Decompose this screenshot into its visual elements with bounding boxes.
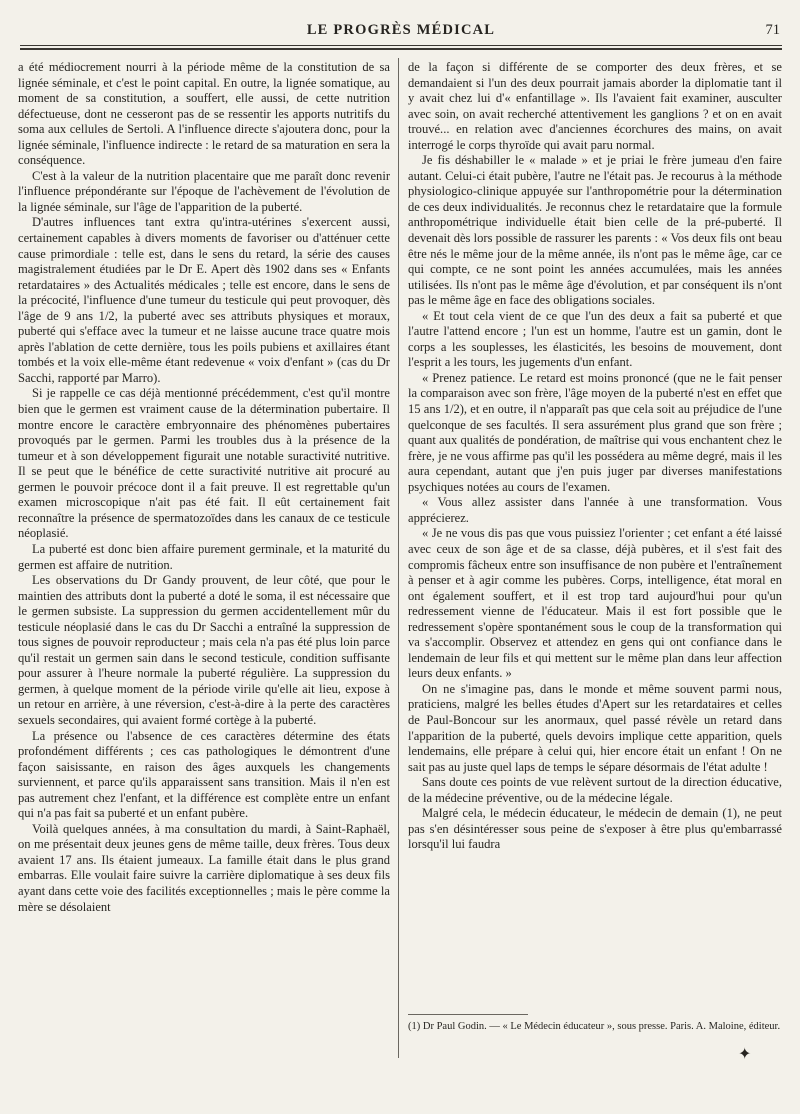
- paragraph: « Et tout cela vient de ce que l'un des deux a fait sa puberté et que l'autre l'attend encore ; l'un est un homme, l'autre est un gamin, dont le corps a les souplesses, les élasticités, les besoins de mouvement, dont l'esprit a les tours, les jugements d'un enfant.: [408, 308, 782, 370]
- header-rule: [20, 45, 782, 46]
- paragraph: Sans doute ces points de vue relèvent surtout de la direction éducative, de la médecine préventive, ou de la médecine légale.: [408, 775, 782, 805]
- paragraph: de la façon si différente de se comporter des deux frères, et se demandaient si l'un des deux pourrait jamais aborder la diplomatie tant il y avait chez lui d'« enfantillage ». Ils l'avaient fait examiner, ausculter avec soin, on avait recherché attentivement les ganglions ? et on en avait trouvé... en relation avec d'anciennes écorchures des mains, on avait interrogé le corps thyroïde qui avait paru normal.: [408, 60, 782, 152]
- paragraph: a été médiocrement nourri à la période même de la constitution de sa lignée séminale, et c'est le point capital. En outre, la lignée somatique, au moment de sa constitution, a souffert, elle aussi, de cette nutrition défectueuse, dont ne cesseront pas de se ressentir les apports nutritifs du soma aux cellules de Sertoli. A l'influence directe s'ajoutera donc, pour la lignée séminale, l'influence indirecte : le retard de sa maturation en sera la conséquence.: [18, 60, 390, 168]
- page-number: 71: [765, 22, 780, 38]
- paragraph: Si je rappelle ce cas déjà mentionné précédemment, c'est qu'il montre bien que le germen est vraiment cause de la détermination pubertaire. Il montre encore le caractère embryonnaire des phénomènes pubertaires provoqués par le germen. Parmi les troubles dus à la présence de la tumeur et à son développement figurait une notable suractivité nutritive. Il se peut que le bénéfice de cette suractivité nutritive ait procuré au germen le pouvoir précoce dont il a fait preuve. Il est regrettable qu'un examen microscopique n'ait pas été fait. Il eût certainement fait reconnaître la présence de spermatozoïdes dans les canaux de ce testicule néoplasié.: [18, 386, 390, 541]
- left-column: [18, 60, 390, 915]
- paragraph: « Je ne vous dis pas que vous puissiez l'orienter ; cet enfant a été laissé avec ceux de son âge et de sa classe, déjà pubères, et il s'est fait des compromis fâcheux entre son insuffisance de non pubère et l'entraînement à penser et à agir comme les pubères. Corps, intelligence, état moral en ont également souffert, et il est trop tard aujourd'hui pour qu'un redressement vienne de l'éducateur. Mais il est fort possible que le redressement s'opère spontanément sous le coup de la transformation qui va s'accomplir. Observez et attendez en gens qui ont confiance dans le lendemain de leur fils et qui mettent sur le même plan dans leur affection leurs deux enfants. »: [408, 526, 782, 681]
- ornament-icon: ✦: [738, 1046, 752, 1063]
- footnote: (1) Dr Paul Godin. — « Le Médecin éducateur », sous presse. Paris. A. Maloine, éditeur.: [408, 1021, 781, 1032]
- paragraph: « Vous allez assister dans l'année à une transformation. Vous apprécierez.: [408, 495, 782, 525]
- paragraph: Les observations du Dr Gandy prouvent, de leur côté, que pour le maintien des attributs dont la puberté a doté le soma, il est nécessaire que le germen subsiste. La suppression du germen accidentellement mûr du testicule néoplasié dans le cas du Dr Sacchi a entraîné la suppression de tous signes de pouvoir reproducteur ; mais cela n'a pas été plus loin parce qu'il restait un germen sain dans le second testicule, condition suffisante pour assurer à l'heure normale la puberté régulière. La suppression du germen, à quelque moment de la période virile qu'elle ait lieu, expose à un retour en arrière, à une réversion, c'est-à-dire à la perte des caractères sexuels secondaires, qui avaient formé cortège à la puberté.: [18, 573, 390, 727]
- journal-title: LE PROGRÈS MÉDICAL: [306, 22, 496, 38]
- paragraph: On ne s'imagine pas, dans le monde et même souvent parmi nous, praticiens, malgré les belles études d'Apert sur les retardataires et celles de Paul-Boncour sur les anormaux, quel passé révèle un retard dans l'apparition de la puberté, quels devoirs implique cette apparition, quels lendemains, elle prépare à celui qui, hier encore était un enfant ! On ne sait pas au juste quel laps de temps le sépare désormais de l'état adulte !: [408, 681, 782, 774]
- paragraph: Malgré cela, le médecin éducateur, le médecin de demain (1), ne peut pas s'en désintéresser sous peine de s'exposer à être plus qu'embarrassé lorsqu'il lui faudra: [408, 806, 782, 852]
- paragraph: C'est à la valeur de la nutrition placentaire que me paraît donc revenir l'influence prépondérante sur l'époque de l'achèvement de l'évolution de la lignée séminale, sur l'âge de l'apparition de la puberté.: [18, 168, 390, 214]
- paragraph: La puberté est donc bien affaire purement germinale, et la maturité du germen est affaire de nutrition.: [18, 541, 390, 572]
- header-rule-thick: [20, 48, 782, 50]
- paragraph: Je fis déshabiller le « malade » et je priai le frère jumeau d'en faire autant. Celui-ci était pubère, l'autre ne l'était pas. Je recourus à la méthode physiologico-clinique appuyée sur l'anthropométrie pour la détermination de ces deux individualités. Je reconnus chez le retardataire que la formule anthropométrique individuelle était bien celle de la pré-puberté. Il devenait dès lors possible de rassurer les parents : « Vos deux fils ont beau être nés le même jour de la même année, ils n'ont pas le même âge, car ce qui compte, ce ne sont point les années accumulées, mais les années utilisées. Ils n'ont pas le même âge d'évolution, et par conséquent ils n'ont pas le même âge en face des obligations sociales.: [408, 153, 782, 308]
- paragraph: La présence ou l'absence de ces caractères détermine des états profondément différents ; ces cas pathologiques le démontrent d'une façon saisissante, en raison des âges auxquels les changements surviennent, et parce qu'ils apparaissent sans transition. Mais il n'en est pas autrement chez l'enfant, et la différence est complète entre un enfant qui n'a pas fait sa puberté et un enfant pubère.: [18, 728, 390, 821]
- right-column: [408, 60, 782, 853]
- footnote-rule: [408, 1014, 528, 1015]
- paragraph: Voilà quelques années, à ma consultation du mardi, à Saint-Raphaël, on me présentait deux jeunes gens de même taille, deux frères. Tous deux avaient 17 ans. Ils étaient jumeaux. La famille était dans le plus grand embarras. Elle voulait faire suivre la carrière diplomatique à ses deux fils ayant dans cette voie des facilités exceptionnelles ; mais le père comme la mère se désolaient: [18, 821, 390, 914]
- column-divider: [398, 58, 399, 1058]
- paragraph: « Prenez patience. Le retard est moins prononcé (que ne le fait penser la comparaison avec son frère, l'âge moyen de la puberté n'est en effet que 15 ans 1/2), et en outre, il n'apparaît pas que cela soit au préjudice de l'une quelconque de ses facultés. Il sera assurément plus grand que son frère ; quant aux qualités de pondération, de maîtrise qui vous enchantent chez le frère, je ne vous affirme pas qu'il les possédera au même degré, mais il les aura cependant, autant que j'en puis juger par diverses manifestations psychiques notées au cours de l'examen.: [408, 370, 782, 494]
- paragraph: D'autres influences tant extra qu'intra-utérines s'exercent aussi, certainement capables à divers moments de favoriser ou d'atténuer cette cause primordiale : telle est, dans le sens du retard, la série des causes magistralement étudiées par le Dr E. Apert dès 1902 dans ses « Enfants retardataires » des Actualités médicales ; telle est encore, dans le sens de la précocité, l'influence d'une tumeur du testicule qui peut provoquer, dès l'âge de 9 ans 1/2, la puberté avec ses attributs physiques et moraux, puberté qui s'efface avec la tumeur et ne laisse aucune trace quatre mois après l'ablation de cette dernière, tous les poils pubiens et axillaires étant tombés et la voix elle-même étant redevenue « voix d'enfant » (cas du Dr Sacchi, rapporté par Marro).: [18, 215, 390, 385]
- page-header: [20, 22, 782, 44]
